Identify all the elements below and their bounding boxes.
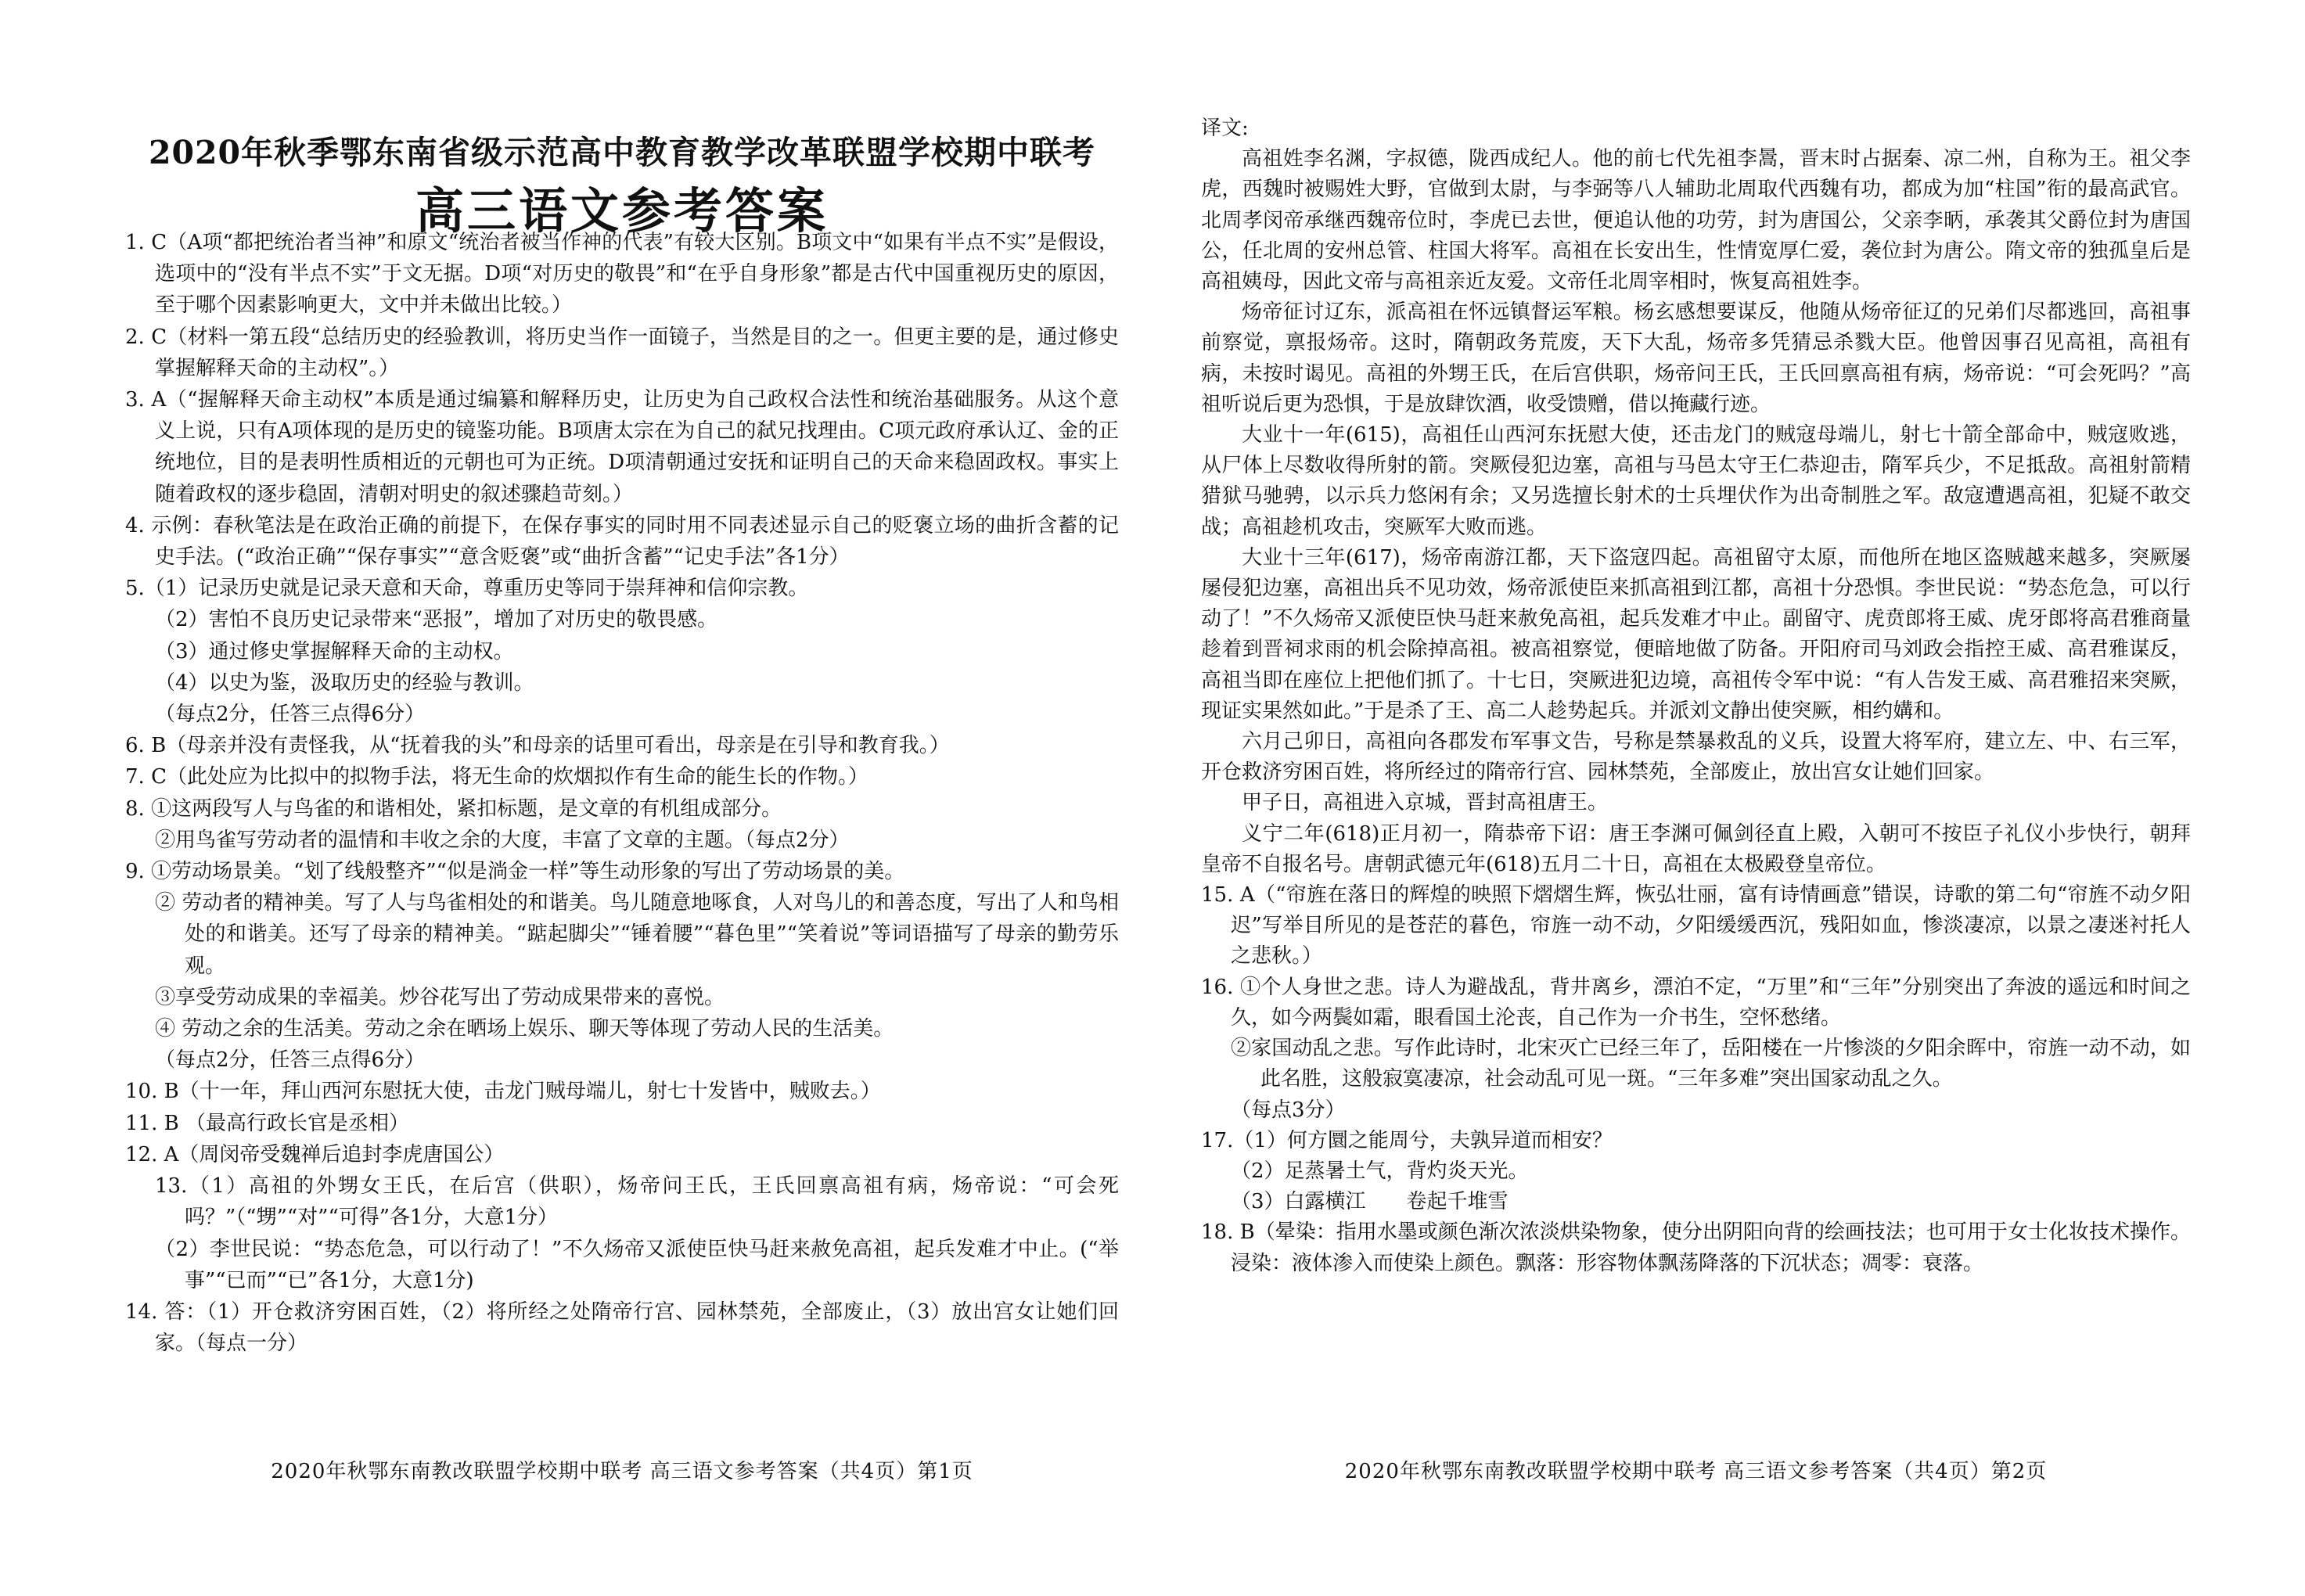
answer-paragraph: 5.（1）记录历史就是记录天意和天命，尊重历史等同于崇拜神和信仰宗教。 — [125, 577, 809, 601]
answer-paragraph: 大业十三年(617)，炀帝南游江都，天下盗寇四起。高祖留守太原，而他所在地区盗贼越来越多，突厥屡屡侵犯边塞，高祖出兵不见功效，炀帝派使臣来抓高祖到江都，高祖十分恐惧。李世民说：“势态危急，可以行动了！”不久炀帝又派使臣快马赶来赦免高祖，起兵发难才中止。副留守、虎贲郎将王威、虎牙郎将高君雅商量趁着到晋祠求雨的机会除掉高祖。被高祖察觉，便暗地做了防备。开阳府司马刘政会指控王威、高君雅谋反，高祖当即在座位上把他们抓了。十七日，突厥进犯边境，高祖传令军中说：“有人告发王威、高君雅招来突厥，现证实果然如此。”于是杀了王、高二人趁势起兵。并派刘文静出使突厥，相约媾和。 — [1201, 545, 2191, 723]
answer-paragraph: ② 劳动者的精神美。写了人与鸟雀相处的和谐美。鸟儿随意地啄食，人对鸟儿的和善态度，写出了人和鸟相处的和谐美。还写了母亲的精神美。“踮起脚尖”“锤着腰”“暮色里”“笑着说”等词语描写了母亲的勤劳乐观。 — [155, 891, 1119, 978]
answer-paragraph: 6. B（母亲并没有责怪我，从“抚着我的头”和母亲的话里可看出，母亲是在引导和教育我。） — [125, 734, 950, 758]
answer-paragraph: 14. 答：（1）开仓救济穷困百姓，（2）将所经之处隋帝行宫、园林禁苑，全部废止，（3）放出宫女让她们回家。（每点一分） — [125, 1299, 1119, 1356]
answer-paragraph: （每点2分，任答三点得6分） — [155, 1048, 426, 1073]
answer-paragraph: ④ 劳动之余的生活美。劳动之余在晒场上娱乐、聊天等体现了劳动人民的生活美。 — [155, 1017, 894, 1041]
answer-paragraph: （2）害怕不良历史记录带来“恶报”，增加了对历史的敬畏感。 — [155, 608, 718, 632]
answer-paragraph: 16. ①个人身世之悲。诗人为避战乱，背井离乡，漂泊不定，“万里”和“三年”分别突出了奔波的遥远和时间之久，如今两鬓如霜，眼看国土沦丧，自己作为一介书生，空怀愁绪。 — [1201, 975, 2191, 1030]
answer-paragraph: 高祖姓李名渊，字叔德，陇西成纪人。他的前七代先祖李暠，晋末时占据秦、凉二州，自称为王。祖父李虎，西魏时被赐姓大野，官做到太尉，与李弼等八人辅助北周取代西魏有功，都成为加“柱国”衔的最高武官。北周孝闵帝承继西魏帝位时，李虎已去世，便追认他的功劳，封为唐国公，父亲李昞，承袭其父爵位封为唐国公，任北周的安州总管、柱国大将军。高祖在长安出生，性情宽厚仁爱，袭位封为唐公。隋文帝的独孤皇后是高祖姨母，因此文帝与高祖亲近友爱。文帝任北周宰相时，恢复高祖姓李。 — [1201, 147, 2191, 294]
answer-paragraph: 3. A（“握解释天命主动权”本质是通过编纂和解释历史，让历史为自己政权合法性和统治基础服务。从这个意义上说，只有A项体现的是历史的镜鉴功能。B项唐太宗在为自己的弑兄找理由。C项元政府承认辽、金的正统地位，目的是表明性质相近的元朝也可为正统。D项清朝通过安抚和证明自己的天命来稳固政权。事实上随着政权的逐步稳固，清朝对明史的叙述骤趋苛刻。） — [125, 388, 1119, 506]
answer-paragraph: 12. A（周闵帝受魏禅后追封李虎唐国公） — [125, 1142, 505, 1166]
page-1-body — [125, 227, 1119, 1359]
answer-paragraph: ③享受劳动成果的幸福美。炒谷花写出了劳动成果带来的喜悦。 — [155, 985, 725, 1009]
answer-paragraph: 译文: — [1201, 117, 1249, 140]
page-1 — [125, 0, 1119, 1596]
answer-paragraph: 15. A（“帘旌在落日的辉煌的映照下熠熠生辉，恢弘壮丽，富有诗情画意”错误，诗歌的第二句“帘旌不动夕阳迟”写举目所见的是苍茫的暮色，帘旌一动不动，夕阳缓缓西沉，残阳如血，惨淡凄凉，以景之凄迷衬托人之悲秋。） — [1201, 883, 2191, 969]
exam-title: 2020年秋季鄂东南省级示范高中教育教学改革联盟学校期中联考 — [148, 134, 1096, 171]
answer-paragraph: 1. C（A项“都把统治者当神”和原文“统治者被当作神的代表”有较大区别。B项文中“如果有半点不实”是假设，选项中的“没有半点不实”于文无据。D项“对历史的敬畏”和“在乎自身形象”都是古代中国重视历史的原因，至于哪个因素影响更大，文中并未做出比较。） — [125, 231, 1119, 318]
answer-paragraph: （2）足蒸暑土气，背灼炎天光。 — [1231, 1159, 1529, 1183]
answer-paragraph: （每点2分，任答三点得6分） — [155, 703, 426, 727]
answer-key-title: 高三语文参考答案 — [415, 182, 829, 239]
answer-paragraph: 六月己卯日，高祖向各郡发布军事文告，号称是禁暴救乱的义兵，设置大将军府，建立左、中、右三军，开仓救济穷困百姓，将所经过的隋帝行宫、园林禁苑，全部废止，放出宫女让她们回家。 — [1201, 730, 2191, 785]
page-2-body — [1201, 113, 2191, 1279]
page-2-footer: 2020年秋鄂东南教改联盟学校期中联考 高三语文参考答案（共4页）第2页 — [1344, 1460, 2048, 1483]
answer-paragraph: 2. C（材料一第五段“总结历史的经验教训，将历史当作一面镜子，当然是目的之一。但更主要的是，通过修史掌握解释天命的主动权”。） — [125, 325, 1119, 380]
answer-paragraph: （2）李世民说：“势态危急，可以行动了！”不久炀帝又派使臣快马赶来赦免高祖，起兵发难才中止。(“举事”“已而”“已”各1分，大意1分) — [155, 1237, 1119, 1292]
answer-paragraph: 4. 示例：春秋笔法是在政治正确的前提下，在保存事实的同时用不同表述显示自己的贬褒立场的曲折含蓄的记史手法。(“政治正确”“保存事实”“意含贬褒”或“曲折含蓄”“记史手法”各1分） — [125, 513, 1119, 570]
answer-paragraph: 10. B（十一年，拜山西河东慰抚大使，击龙门贼母端儿，射七十发皆中，贼败去。） — [125, 1080, 881, 1104]
answer-paragraph: 甲子日，高祖进入京城，晋封高祖唐王。 — [1242, 791, 1609, 815]
answer-paragraph: 13.（1）高祖的外甥女王氏，在后宫（供职），炀帝问王氏，王氏回禀高祖有病，炀帝说：“可会死吗？”（“甥”“对”“可得”各1分，大意1分） — [155, 1174, 1119, 1230]
answer-paragraph: ②用鸟雀写劳动者的温情和丰收之余的大度，丰富了文章的主题。（每点2分） — [155, 828, 850, 852]
answer-paragraph: 8. ①这两段写人与鸟雀的和谐相处，紧扣标题，是文章的有机组成部分。 — [125, 796, 782, 821]
answer-paragraph: （3）白露横江 卷起千堆雪 — [1231, 1190, 1508, 1214]
answer-paragraph: 11. B （最高行政长官是丞相） — [125, 1111, 409, 1135]
answer-paragraph: （3）通过修史掌握解释天命的主动权。 — [155, 639, 514, 663]
answer-paragraph: （4）以史为鉴，汲取历史的经验与教训。 — [155, 670, 534, 695]
page-1-footer: 2020年秋鄂东南教改联盟学校期中联考 高三语文参考答案（共4页）第1页 — [271, 1460, 973, 1483]
answer-paragraph: 义宁二年(618)正月初一，隋恭帝下诏：唐王李渊可佩剑径直上殿，入朝可不按臣子礼仪小步快行，朝拜皇帝不自报名号。唐朝武德元年(618)五月二十日，高祖在太极殿登皇帝位。 — [1201, 821, 2191, 876]
answer-paragraph: 7. C（此处应为比拟中的拟物手法，将无生命的炊烟拟作有生命的能生长的作物。） — [125, 765, 868, 789]
answer-paragraph: 9. ①劳动场景美。“划了线般整齐”“似是淌金一样”等生动形象的写出了劳动场景的美。 — [125, 860, 905, 884]
page-2 — [1201, 0, 2191, 1596]
answer-paragraph: 炀帝征讨辽东，派高祖在怀远镇督运军粮。杨玄感想要谋反，他随从炀帝征辽的兄弟们尽都逃回，高祖事前察觉，禀报炀帝。这时，隋朝政务荒废，天下大乱，炀帝多凭猜忌杀戮大臣。他曾因事召见高祖，高祖有病，未按时谒见。高祖的外甥王氏，在后宫供职，炀帝问王氏，王氏回禀高祖有病，炀帝说：“可会死吗？”高祖听说后更为恐惧，于是放肆饮酒，收受馈赠，借以掩藏行迹。 — [1201, 300, 2191, 416]
answer-paragraph: （每点3分） — [1231, 1098, 1346, 1122]
answer-paragraph: 17.（1）何方圜之能周兮，夫孰异道而相安？ — [1201, 1128, 1613, 1152]
answer-paragraph: 18. B（晕染：指用水墨或颜色渐次浓淡烘染物象，使分出阴阳向背的绘画技法；也可用于女士化妆技术操作。浸染：液体渗入而使染上颜色。飘落：形容物体飘荡降落的下沉状态；凋零：衰落。 — [1201, 1220, 2191, 1275]
answer-paragraph: ②家国动乱之悲。写作此诗时，北宋灭亡已经三年了，岳阳楼在一片惨淡的夕阳余晖中，帘旌一动不动，如此名胜，这般寂寞凄凉，社会动乱可见一斑。“三年多难”突出国家动乱之久。 — [1231, 1037, 2191, 1091]
answer-paragraph: 大业十一年(615)，高祖任山西河东抚慰大使，还击龙门的贼寇母端儿，射七十箭全部命中，贼寇败逃，从尸体上尽数收得所射的箭。突厥侵犯边塞，高祖与马邑太守王仁恭迎击，隋军兵少，不足抵敌。高祖射箭精猎狱马驰骋，以示兵力悠闲有余；又另选擅长射术的士兵埋伏作为出奇制胜之军。敌寇遭遇高祖，犯疑不敢交战；高祖趁机攻击，突厥军大败而逃。 — [1201, 423, 2191, 539]
